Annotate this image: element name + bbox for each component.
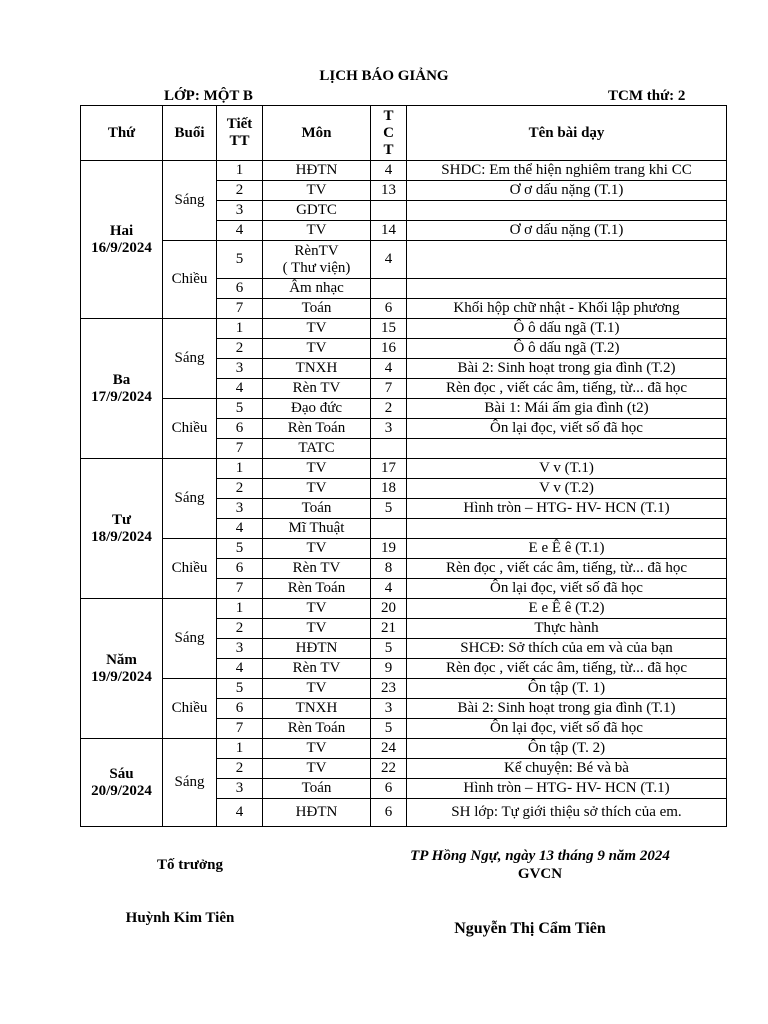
day-date: 16/9/2024 [91,239,152,256]
lesson-cell: SH lớp: Tự giới thiệu sở thích của em. [407,799,727,827]
left-signature-title: Tố trưởng [156,857,224,873]
tct-cell: 20 [371,599,407,619]
subject-cell: Âm nhạc [263,279,371,299]
table-row [81,739,727,759]
subject-cell: TV [263,539,371,559]
lesson-cell: Ôn tập (T. 1) [407,679,727,699]
lesson-cell: Ôn lại đọc, viết số đã học [407,579,727,599]
table-row [81,241,727,279]
tct-cell: 23 [371,679,407,699]
session-cell: Chiều [163,539,217,599]
class-label: LỚP: MỘT B [164,88,253,104]
tct-cell: 18 [371,479,407,499]
period-cell: 2 [217,479,263,499]
subject-cell: Rèn Toán [263,579,371,599]
day-cell [81,459,163,599]
table-row [81,679,727,699]
tct-cell: 15 [371,319,407,339]
tct-cell [371,201,407,221]
subject-cell: Rèn Toán [263,719,371,739]
session-cell: Sáng [163,161,217,241]
period-cell: 1 [217,739,263,759]
subject-cell: TV [263,759,371,779]
tct-cell: 4 [371,359,407,379]
subject-cell: TV [263,739,371,759]
subject-cell: TV [263,479,371,499]
table-row [81,459,727,479]
session-cell: Sáng [163,739,217,827]
subject-cell: TV [263,599,371,619]
table-row [81,399,727,419]
period-cell: 5 [217,241,263,279]
lesson-cell: SHCĐ: Sở thích của em và của bạn [407,639,727,659]
subject-cell: Toán [263,299,371,319]
period-cell: 3 [217,639,263,659]
session-cell: Chiều [163,399,217,459]
tct-cell: 22 [371,759,407,779]
tct-cell: 19 [371,539,407,559]
tct-cell: 13 [371,181,407,201]
subject-cell: HĐTN [263,639,371,659]
period-cell: 5 [217,539,263,559]
subject-cell: TV [263,619,371,639]
lesson-cell: Khối hộp chữ nhật - Khối lập phương [407,299,727,319]
header-tct [371,106,407,161]
header-thu: Thứ [81,106,163,161]
tct-cell: 6 [371,799,407,827]
day-name: Năm [106,651,137,668]
tct-cell [371,439,407,459]
tct-cell: 4 [371,161,407,181]
lesson-cell: Ôn tập (T. 2) [407,739,727,759]
period-cell: 7 [217,579,263,599]
subject-cell: Rèn TV [263,659,371,679]
lesson-cell: Ôn lại đọc, viết số đã học [407,719,727,739]
lesson-cell [407,519,727,539]
header-ten-bai: Tên bài dạy [407,106,727,161]
header-tiet [217,106,263,161]
subject-cell: Rèn TV [263,379,371,399]
period-cell: 4 [217,519,263,539]
header-tct-line1: T [383,107,394,124]
tct-cell: 2 [371,399,407,419]
subject-cell: TV [263,339,371,359]
subject-cell: Toán [263,779,371,799]
period-cell: 1 [217,161,263,181]
period-cell: 6 [217,279,263,299]
subject-cell: TV [263,459,371,479]
tct-cell [371,279,407,299]
tct-cell: 5 [371,639,407,659]
period-cell: 7 [217,299,263,319]
period-cell: 7 [217,439,263,459]
tct-cell: 4 [371,241,407,279]
period-cell: 4 [217,799,263,827]
day-date: 19/9/2024 [91,668,152,685]
lesson-cell: Rèn đọc , viết các âm, tiếng, từ... đã học [407,379,727,399]
period-cell: 3 [217,359,263,379]
lesson-cell: Ôn lại đọc, viết số đã học [407,419,727,439]
period-cell: 5 [217,679,263,699]
tct-cell: 21 [371,619,407,639]
tct-cell: 5 [371,499,407,519]
day-date: 20/9/2024 [91,782,152,799]
tct-cell: 14 [371,221,407,241]
tct-cell: 9 [371,659,407,679]
subject-cell: HĐTN [263,161,371,181]
period-cell: 1 [217,599,263,619]
day-cell [81,319,163,459]
session-cell: Sáng [163,599,217,679]
tct-cell: 7 [371,379,407,399]
subject-cell: Đạo đức [263,399,371,419]
period-cell: 3 [217,499,263,519]
lesson-cell: E e Ê ê (T.1) [407,539,727,559]
lesson-cell: Ơ ơ dấu nặng (T.1) [407,221,727,241]
subject-cell: Mĩ Thuật [263,519,371,539]
subject-cell: TATC [263,439,371,459]
subject-cell: TNXH [263,699,371,719]
table-row [81,319,727,339]
header-buoi: Buổi [163,106,217,161]
subject-cell: TNXH [263,359,371,379]
right-signature-title: GVCN [517,866,563,882]
tct-cell: 5 [371,719,407,739]
lesson-cell: Bài 2: Sinh hoạt trong gia đình (T.2) [407,359,727,379]
day-cell [81,739,163,827]
day-name: Sáu [109,765,134,782]
lesson-cell: Rèn đọc , viết các âm, tiếng, từ... đã học [407,659,727,679]
period-cell: 1 [217,459,263,479]
lesson-cell: V v (T.1) [407,459,727,479]
subject-cell: Rèn TV [263,559,371,579]
period-cell: 1 [217,319,263,339]
period-cell: 6 [217,699,263,719]
table-header-row [81,106,727,161]
header-tiet-line1: Tiết [226,116,253,132]
table-row [81,599,727,619]
lesson-cell: Bài 1: Mái ấm gia đình (t2) [407,399,727,419]
tct-cell: 17 [371,459,407,479]
left-signature-name: Huỳnh Kim Tiên [125,910,235,926]
session-cell: Chiều [163,241,217,319]
subject-cell: GDTC [263,201,371,221]
subject-cell [263,241,371,279]
lesson-cell: Bài 2: Sinh hoạt trong gia đình (T.1) [407,699,727,719]
lesson-cell [407,439,727,459]
lesson-cell: E e Ê ê (T.2) [407,599,727,619]
tct-cell: 6 [371,299,407,319]
period-cell: 3 [217,201,263,221]
lesson-cell: Rèn đọc , viết các âm, tiếng, từ... đã học [407,559,727,579]
subject-line1: RènTV [294,242,339,259]
period-cell: 4 [217,659,263,679]
schedule-body [81,161,727,827]
lesson-cell: SHDC: Em thể hiện nghiêm trang khi CC [407,161,727,181]
day-date: 18/9/2024 [91,528,152,545]
subject-line2: ( Thư viện) [282,259,351,276]
lesson-cell: Thực hành [407,619,727,639]
period-cell: 2 [217,181,263,201]
header-tct-line2: C [383,124,394,141]
tct-cell [371,519,407,539]
tcm-label: TCM thứ: 2 [608,88,686,104]
lesson-cell [407,279,727,299]
header-tiet-line2: TT [229,133,250,149]
tct-cell: 24 [371,739,407,759]
subject-cell: Rèn Toán [263,419,371,439]
tct-cell: 6 [371,779,407,799]
lesson-cell: Kể chuyện: Bé và bà [407,759,727,779]
tct-cell: 16 [371,339,407,359]
subject-cell: TV [263,181,371,201]
schedule-table [80,105,727,827]
subject-cell: HĐTN [263,799,371,827]
place-date-line: TP Hồng Ngự, ngày 13 tháng 9 năm 2024 [410,848,670,864]
lesson-cell [407,201,727,221]
lesson-cell: V v (T.2) [407,479,727,499]
period-cell: 6 [217,559,263,579]
header-mon: Môn [263,106,371,161]
day-date: 17/9/2024 [91,388,152,405]
table-row [81,161,727,181]
session-cell: Sáng [163,319,217,399]
session-cell: Sáng [163,459,217,539]
session-cell: Chiều [163,679,217,739]
subject-cell: TV [263,679,371,699]
day-name: Hai [109,222,134,239]
period-cell: 5 [217,399,263,419]
period-cell: 4 [217,379,263,399]
lesson-cell: Hình tròn – HTG- HV- HCN (T.1) [407,779,727,799]
page-title: LỊCH BÁO GIẢNG [319,68,449,84]
period-cell: 2 [217,339,263,359]
period-cell: 4 [217,221,263,241]
tct-cell: 4 [371,579,407,599]
subject-cell: TV [263,319,371,339]
lesson-cell: Ơ ơ dấu nặng (T.1) [407,181,727,201]
right-signature-name: Nguyễn Thị Cẩm Tiên [454,920,606,937]
day-name: Ba [112,371,131,388]
period-cell: 7 [217,719,263,739]
subject-cell: Toán [263,499,371,519]
lesson-cell: Hình tròn – HTG- HV- HCN (T.1) [407,499,727,519]
tct-cell: 3 [371,419,407,439]
lesson-cell: Ô ô dấu ngã (T.1) [407,319,727,339]
table-row [81,539,727,559]
period-cell: 2 [217,759,263,779]
header-tct-line3: T [383,141,394,158]
period-cell: 2 [217,619,263,639]
lesson-cell: Ô ô dấu ngã (T.2) [407,339,727,359]
period-cell: 3 [217,779,263,799]
period-cell: 6 [217,419,263,439]
subject-cell: TV [263,221,371,241]
tct-cell: 8 [371,559,407,579]
day-name: Tư [111,511,131,528]
tct-cell: 3 [371,699,407,719]
lesson-cell [407,241,727,279]
day-cell [81,599,163,739]
day-cell [81,161,163,319]
